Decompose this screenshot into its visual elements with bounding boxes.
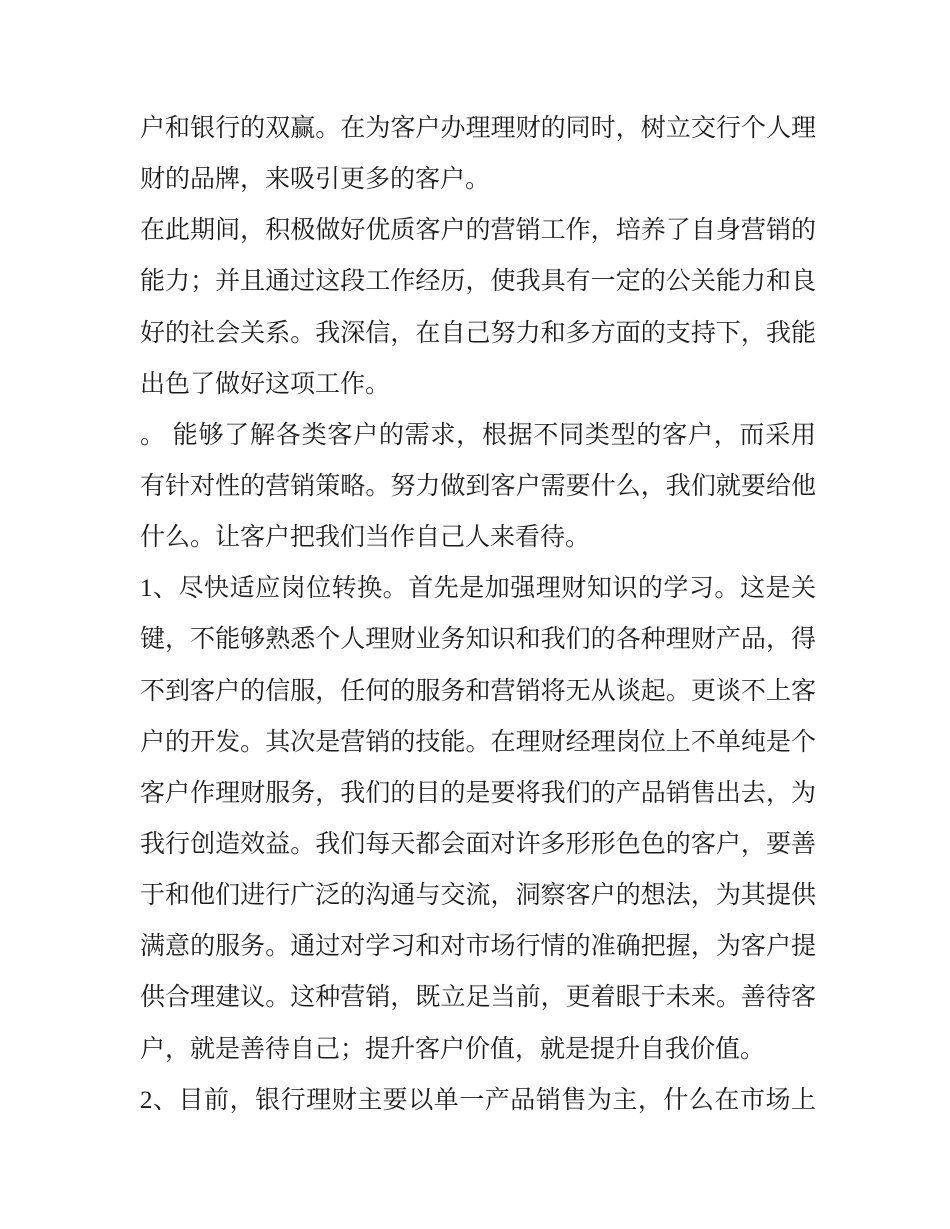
text-line: 1、尽快适应岗位转换。首先是加强理财知识的学习。这是关 [140,575,816,603]
text-line: 户的开发。其次是营销的技能。在理财经理岗位上不单纯是个 [140,728,816,756]
text-line: 户，就是善待自己；提升客户价值，就是提升自我价值。 [140,1035,766,1063]
text-line: 键，不能够熟悉个人理财业务知识和我们的各种理财产品，得 [140,626,816,654]
document-text-block [140,103,816,1126]
text-line: 财的品牌，来吸引更多的客户。 [140,166,491,194]
text-line: 客户作理财服务，我们的目的是要将我们的产品销售出去，为 [140,779,816,807]
text-line: 供合理建议。这种营销，既立足当前，更着眼于未来。善待客 [140,984,816,1012]
text-line: 什么。让客户把我们当作自己人来看待。 [140,524,591,552]
text-line: 我行创造效益。我们每天都会面对许多形形色色的客户，要善 [140,830,816,858]
text-line: 能力；并且通过这段工作经历，使我具有一定的公关能力和良 [140,268,816,296]
text-line: 户和银行的双赢。在为客户办理理财的同时，树立交行个人理 [140,115,816,142]
text-line: 出色了做好这项工作。 [140,370,391,398]
text-line: 不到客户的信服，任何的服务和营销将无从谈起。更谈不上客 [140,677,816,705]
text-line: 于和他们进行广泛的沟通与交流，洞察客户的想法，为其提供 [140,882,816,910]
text-line: 满意的服务。通过对学习和对市场行情的准确把握，为客户提 [140,933,816,961]
text-line: 好的社会关系。我深信，在自己努力和多方面的支持下，我能 [140,319,816,347]
text-line: 。 能够了解各类客户的需求，根据不同类型的客户，而采用 [140,421,816,449]
text-line: 2、目前，银行理财主要以单一产品销售为主，什么在市场上 [140,1086,816,1114]
text-line: 有针对性的营销策略。努力做到客户需要什么，我们就要给他 [140,472,816,500]
text-line: 在此期间，积极做好优质客户的营销工作，培养了自身营销的 [140,217,816,245]
